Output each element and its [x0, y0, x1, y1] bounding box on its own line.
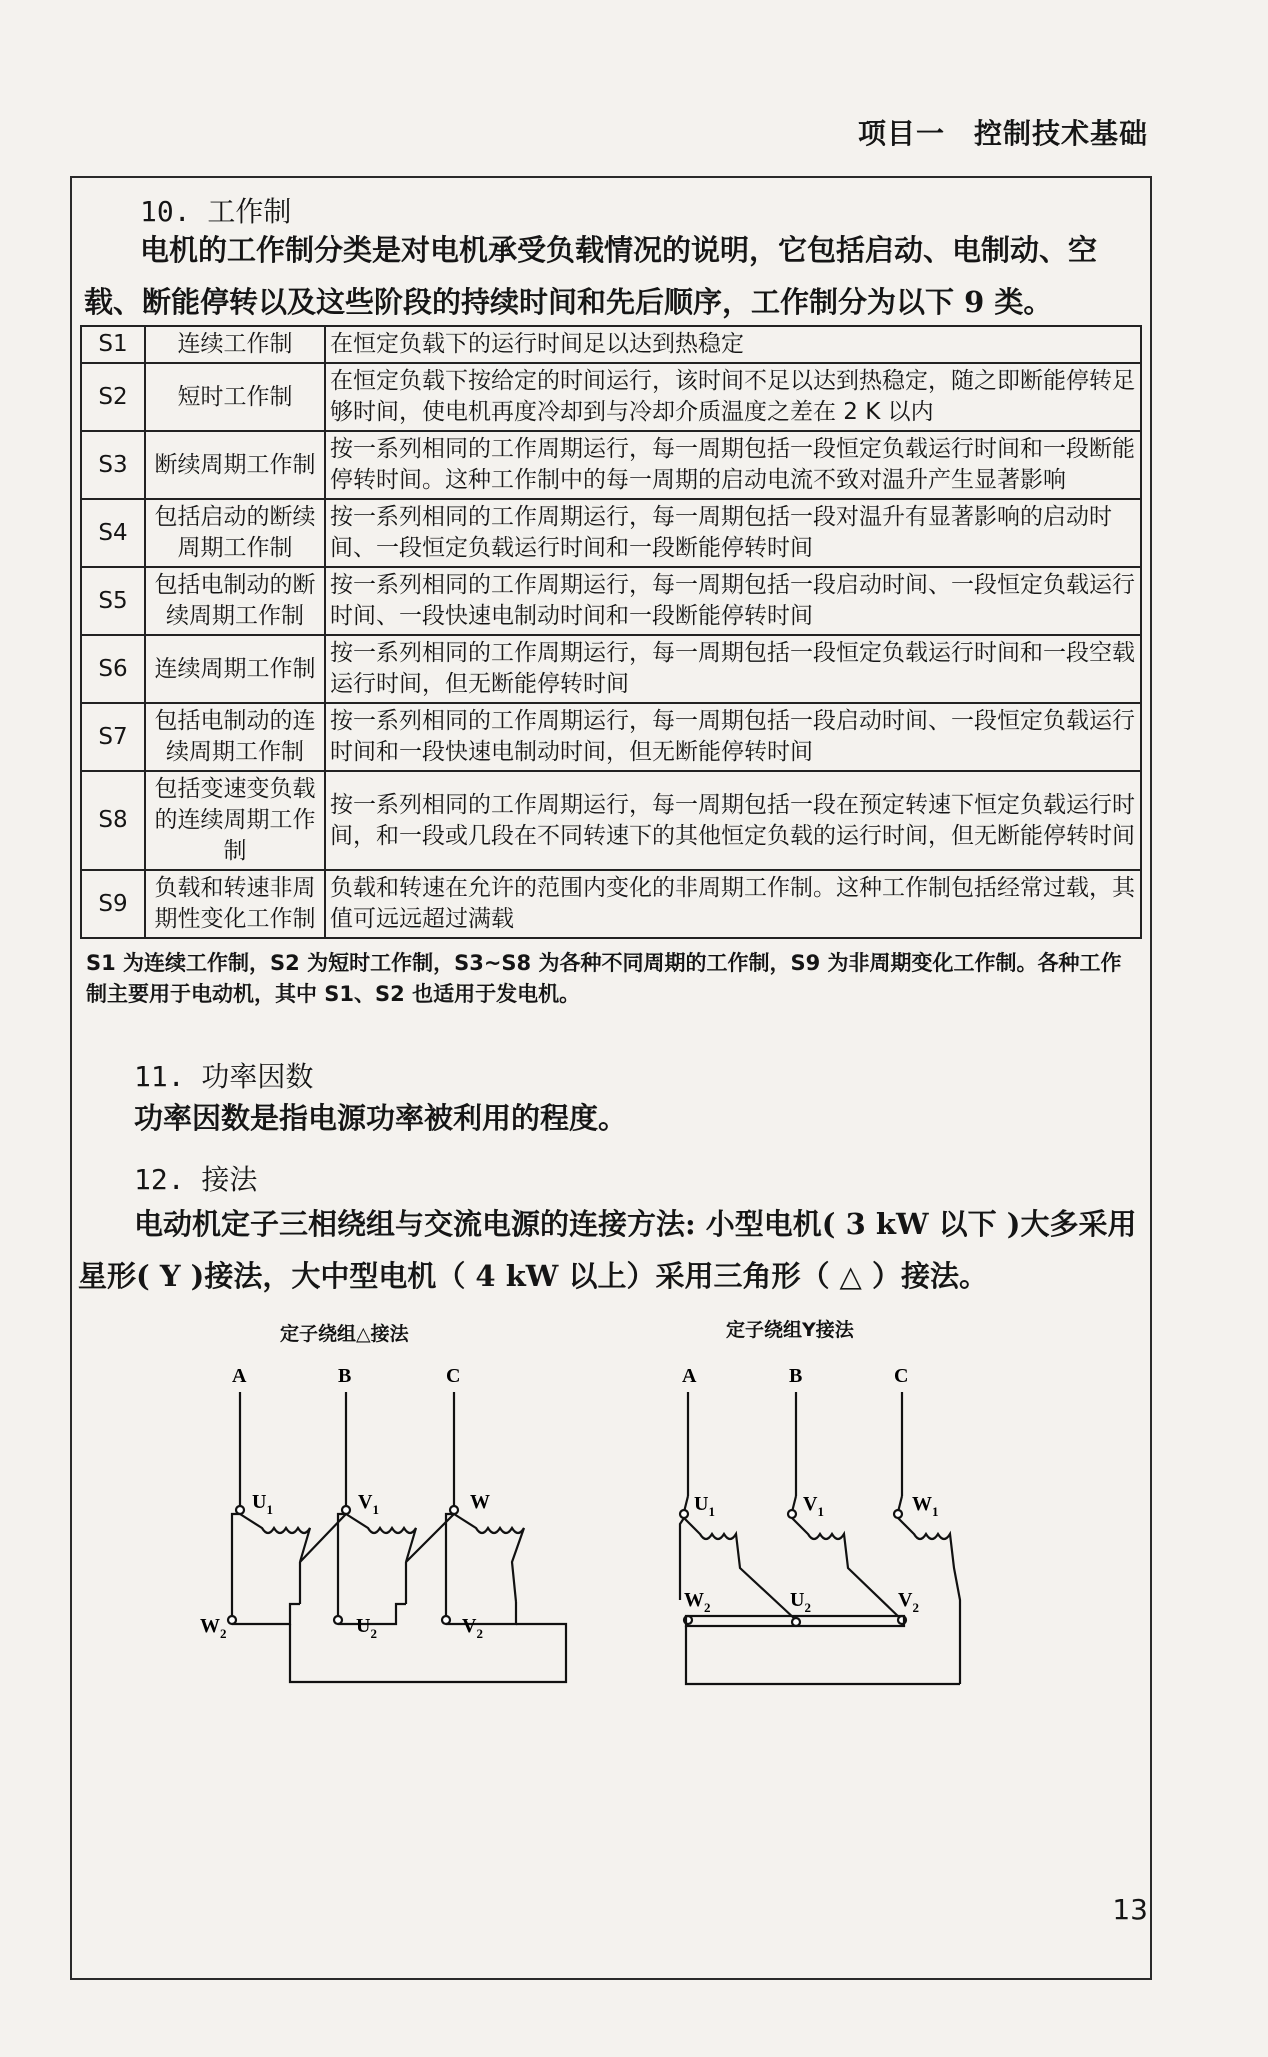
duty-code: S5	[81, 567, 145, 635]
delta-phase-b: B	[338, 1365, 352, 1387]
duty-description: 按一系列相同的工作周期运行，每一周期包括一段启动时间、一段恒定负载运行时间和一段快速电制动时间，但无断能停转时间	[325, 703, 1141, 771]
duty-name: 包括电制动的断续周期工作制	[145, 567, 325, 635]
duty-description: 按一系列相同的工作周期运行，每一周期包括一段恒定负载运行时间和一段断能停转时间。这种工作制中的每一周期的启动电流不致对温升产生显著影响	[325, 431, 1141, 499]
star-bottom-v: $V_2$	[898, 1589, 919, 1615]
duty-name: 短时工作制	[145, 363, 325, 431]
delta-bottom-w: $W_2$	[200, 1615, 227, 1641]
duty-description: 按一系列相同的工作周期运行，每一周期包括一段恒定负载运行时间和一段空载运行时间，但无断能停转时间	[325, 635, 1141, 703]
duty-code: S7	[81, 703, 145, 771]
delta-top-v: $V_1$	[358, 1491, 379, 1517]
duty-description: 按一系列相同的工作周期运行，每一周期包括一段在预定转速下恒定负载运行时间，和一段或几段在不同转速下的其他恒定负载的运行时间，但无断能停转时间	[325, 771, 1141, 870]
work-duty-row	[81, 870, 1141, 938]
work-duty-row	[81, 567, 1141, 635]
duty-code: S9	[81, 870, 145, 938]
star-phase-b: B	[789, 1365, 803, 1387]
section-10-heading: 10. 工作制	[140, 195, 292, 228]
work-duty-table	[80, 325, 1142, 939]
delta-diagram	[228, 1322, 566, 1682]
duty-name: 包括电制动的连续周期工作制	[145, 703, 325, 771]
section-12-paragraph: 电动机定子三相绕组与交流电源的连接方法: 小型电机( 3 kW 以下 )大多采用星形( Y )接法，大中型电机（ 4 kW 以上）采用三角形（ △ ）接法。	[78, 1207, 1137, 1293]
duty-code: S2	[81, 363, 145, 431]
duty-code: S4	[81, 499, 145, 567]
section-10-paragraph: 电机的工作制分类是对电机承受负载情况的说明，它包括启动、电制动、空载、断能停转以及这些阶段的持续时间和先后顺序，工作制分为以下 9 类。	[84, 233, 1098, 319]
work-duty-row	[81, 635, 1141, 703]
duty-code: S1	[81, 326, 145, 363]
delta-caption: 定子绕组△接法	[280, 1323, 409, 1345]
work-duty-row	[81, 771, 1141, 870]
duty-code: S8	[81, 771, 145, 870]
duty-description: 按一系列相同的工作周期运行，每一周期包括一段对温升有显著影响的启动时间、一段恒定负载运行时间和一段断能停转时间	[325, 499, 1141, 567]
star-bottom-w: $W_2$	[684, 1589, 711, 1615]
delta-top-w: W	[470, 1491, 490, 1513]
duty-name: 断续周期工作制	[145, 431, 325, 499]
star-caption: 定子绕组Y接法	[726, 1319, 854, 1341]
page-number: 13	[1112, 1893, 1148, 1926]
duty-description: 在恒定负载下按给定的时间运行，该时间不足以达到热稳定，随之即断能停转足够时间，使电机再度冷却到与冷却介质温度之差在 2 K 以内	[325, 363, 1141, 431]
work-duty-row	[81, 363, 1141, 431]
star-phase-c: C	[894, 1365, 909, 1387]
star-top-w: $W_1$	[912, 1493, 939, 1519]
work-duty-row	[81, 431, 1141, 499]
duty-name: 负载和转速非周期性变化工作制	[145, 870, 325, 938]
duty-code: S6	[81, 635, 145, 703]
duty-name: 连续工作制	[145, 326, 325, 363]
duty-description: 负载和转速在允许的范围内变化的非周期工作制。这种工作制包括经常过载，其值可远远超过满载	[325, 870, 1141, 938]
delta-phase-c: C	[446, 1365, 461, 1387]
star-labels	[682, 1365, 939, 1615]
winding-diagrams	[0, 1300, 1268, 1700]
star-top-u: $U_1$	[694, 1493, 715, 1519]
duty-description: 在恒定负载下的运行时间足以达到热稳定	[325, 326, 1141, 363]
duty-name: 连续周期工作制	[145, 635, 325, 703]
duty-code: S3	[81, 431, 145, 499]
work-duty-row	[81, 326, 1141, 363]
section-11-heading: 11. 功率因数	[134, 1060, 314, 1093]
running-header: 项目一 控制技术基础	[857, 117, 1148, 150]
table-note: S1 为连续工作制，S2 为短时工作制，S3~S8 为各种不同周期的工作制，S9 为非周期变化工作制。各种工作制主要用于电动机，其中 S1、S2 也适用于发电机。	[86, 951, 1122, 1006]
star-top-v: $V_1$	[803, 1493, 824, 1519]
star-phase-a: A	[682, 1365, 697, 1387]
star-bottom-u: $U_2$	[790, 1589, 811, 1615]
duty-name: 包括启动的断续周期工作制	[145, 499, 325, 567]
section-11-paragraph: 功率因数是指电源功率被利用的程度。	[134, 1101, 628, 1135]
delta-top-u: $U_1$	[252, 1491, 273, 1517]
duty-description: 按一系列相同的工作周期运行，每一周期包括一段启动时间、一段恒定负载运行时间、一段快速电制动时间和一段断能停转时间	[325, 567, 1141, 635]
delta-bottom-u: $U_2$	[356, 1615, 377, 1641]
duty-name: 包括变速变负载的连续周期工作制	[145, 771, 325, 870]
delta-bottom-v: $V_2$	[462, 1615, 483, 1641]
work-duty-row	[81, 703, 1141, 771]
work-duty-row	[81, 499, 1141, 567]
section-12-heading: 12. 接法	[134, 1163, 258, 1196]
delta-phase-a: A	[232, 1365, 247, 1387]
